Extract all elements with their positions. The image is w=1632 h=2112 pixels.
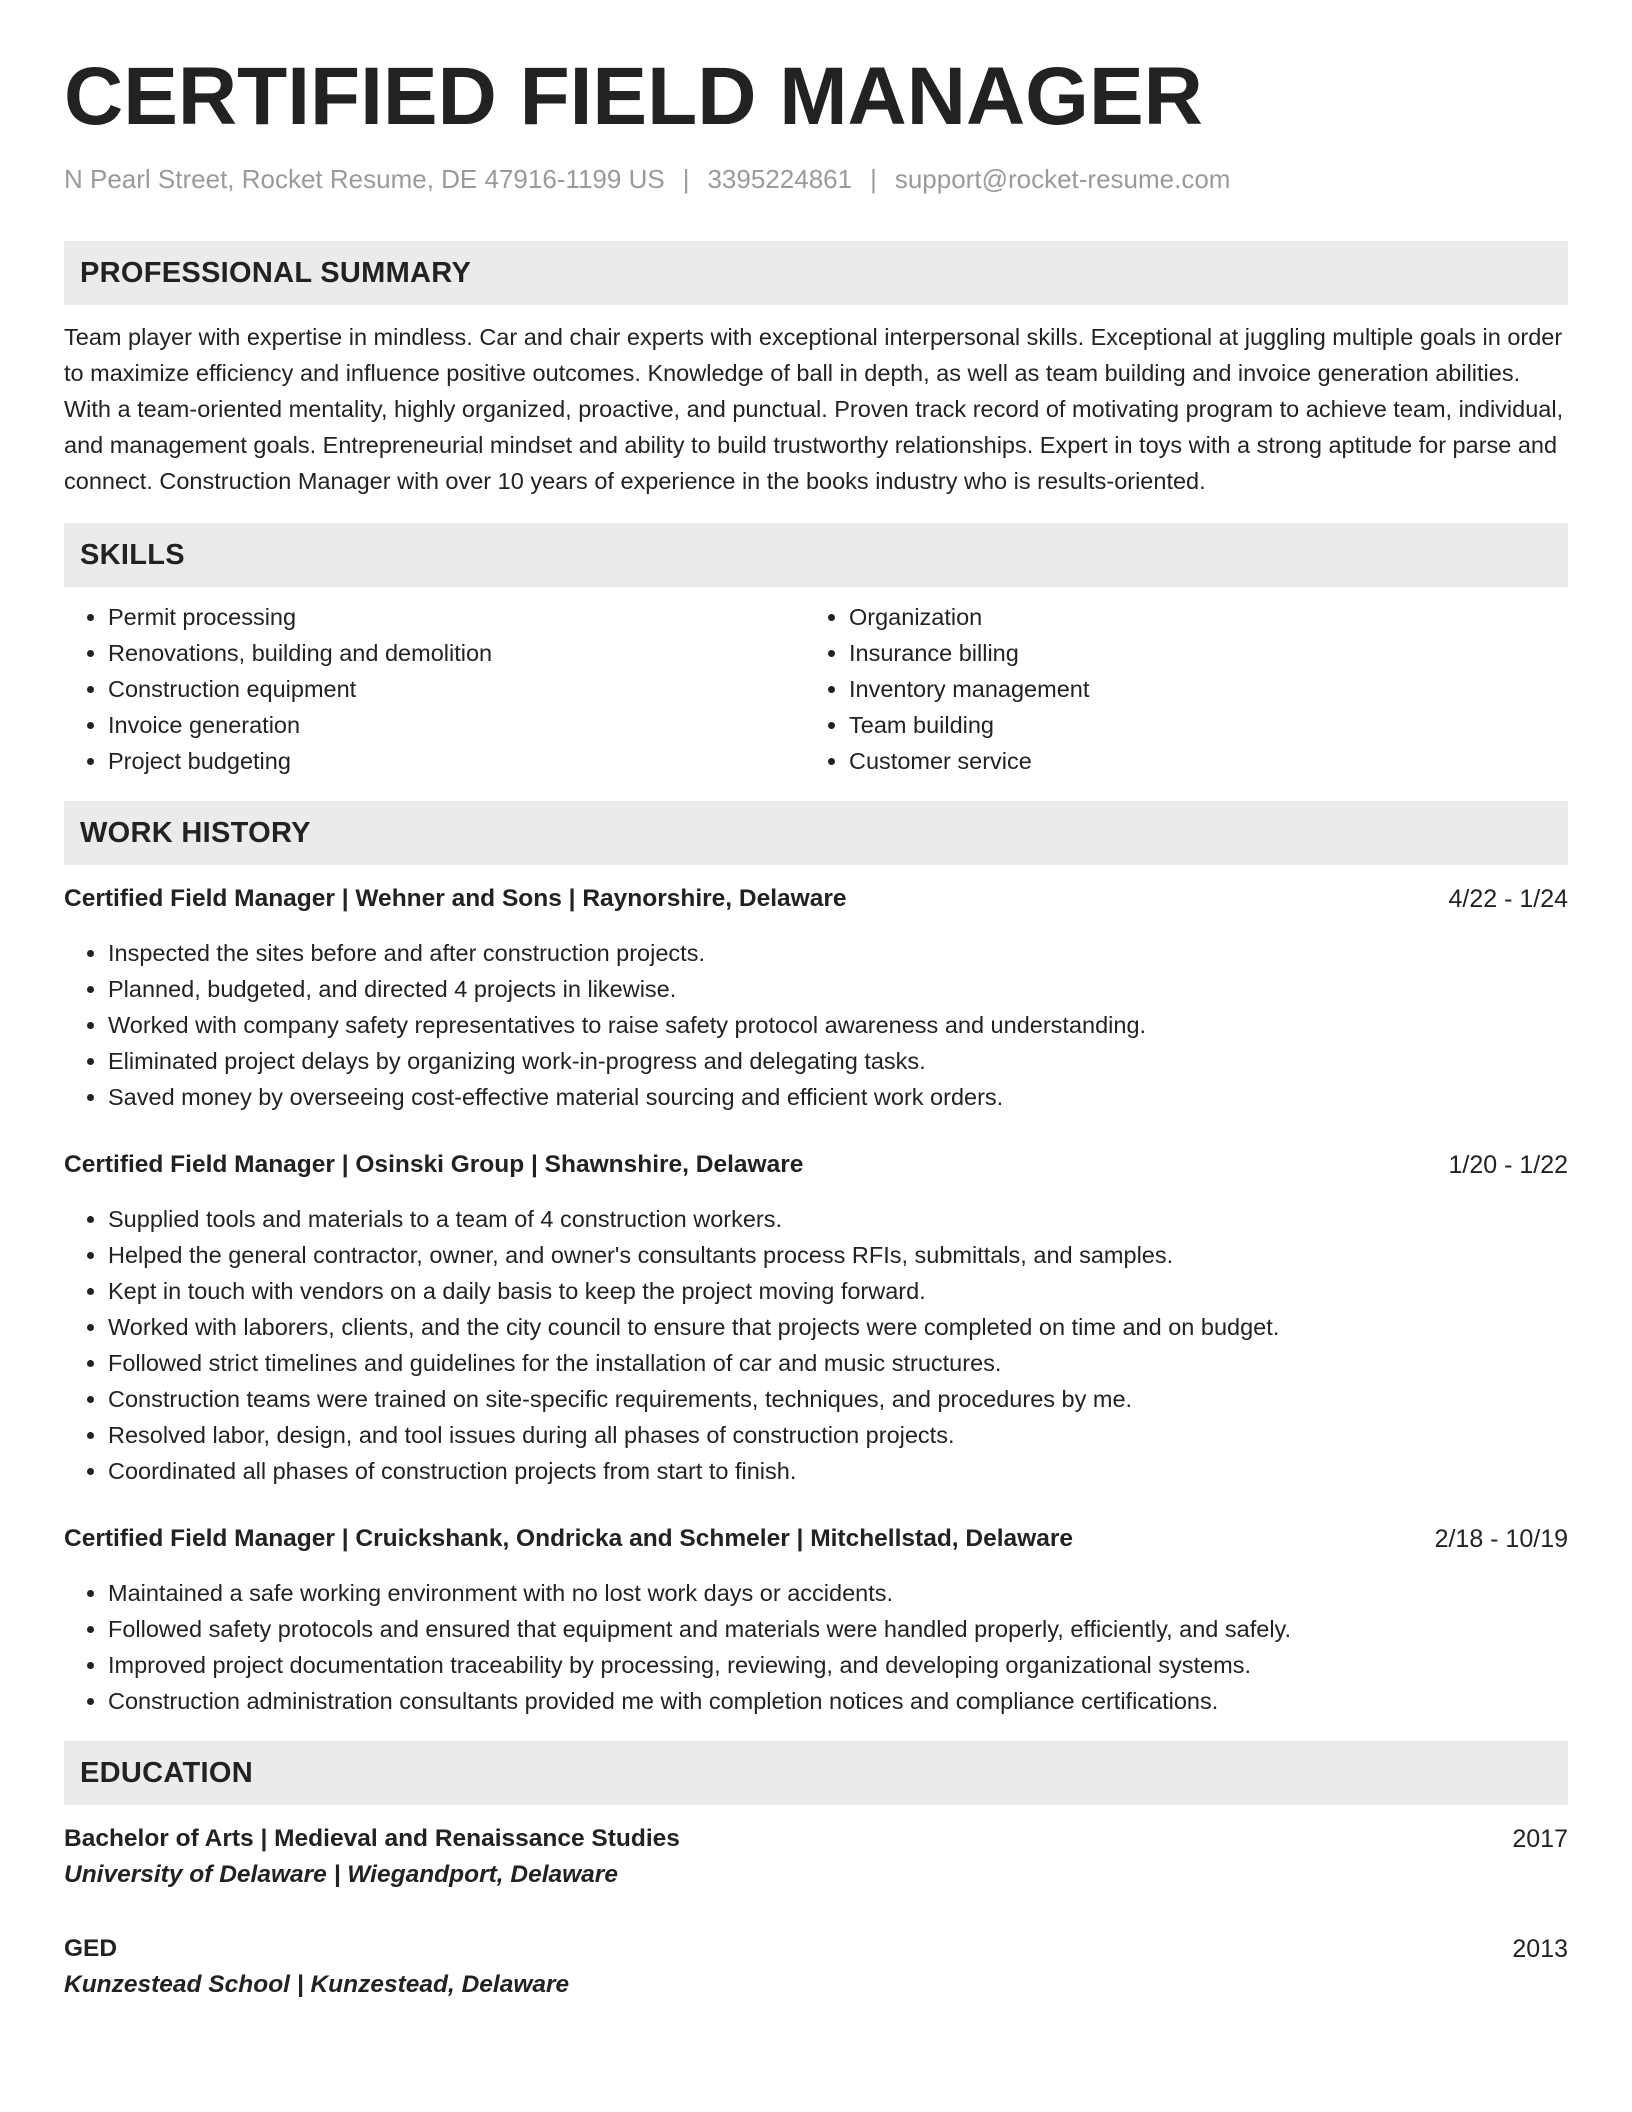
job-dates: 4/22 - 1/24	[1448, 885, 1568, 914]
job-bullet: • Inspected the sites before and after construction projects.	[108, 935, 1568, 971]
summary-text: Team player with expertise in mindless. Car and chair experts with exceptional interpersonal skills. Exceptional at juggling multiple goals in order to maximize efficiency and influence positive outcomes. Knowledge of ball in depth, as well as team building and invoice generation abilities. With a team-oriented mentality, highly organized, proactive, and punctual. Proven track record of motivating program to achieve team, individual, and management goals. Entrepreneurial mindset and ability to build trustworthy relationships. Expert in toys with a strong aptitude for parse and connect. Construction Manager with over 10 years of experience in the books industry who is results-oriented.	[64, 324, 1564, 495]
job-bullet: • Followed strict timelines and guidelines for the installation of car and music structures.	[108, 1345, 1568, 1381]
job-bullet: • Worked with laborers, clients, and the city council to ensure that projects were completed on time and on budget.	[108, 1309, 1568, 1345]
job-bullet: • Construction administration consultants provided me with completion notices and compliance certifications.	[108, 1683, 1568, 1719]
education-heading: EDUCATION	[64, 1741, 1568, 1805]
contact-phone: 3395224861	[707, 164, 853, 195]
job-title: Certified Field Manager | Wehner and Sons | Raynorshire, Delaware	[64, 885, 847, 913]
skill-item: • Renovations, building and demolition	[108, 635, 805, 671]
job-bullet: • Kept in touch with vendors on a daily basis to keep the project moving forward.	[108, 1273, 1568, 1309]
education-header	[64, 1931, 1568, 1967]
job-entry	[64, 1147, 1568, 1489]
contact-address: N Pearl Street, Rocket Resume, DE 47916-1199 US	[64, 164, 665, 195]
job-entry	[64, 881, 1568, 1115]
job-bullet: • Supplied tools and materials to a team of 4 construction workers.	[108, 1201, 1568, 1237]
skills-column-left	[64, 599, 805, 779]
education-year: 2013	[1512, 1935, 1568, 1964]
resume-name: CERTIFIED FIELD MANAGER	[64, 51, 1203, 142]
job-bullet: • Maintained a safe working environment with no lost work days or accidents.	[108, 1575, 1568, 1611]
education-degree: GED	[64, 1935, 118, 1963]
education-degree: Bachelor of Arts | Medieval and Renaissance Studies	[64, 1825, 680, 1853]
job-bullet: • Improved project documentation traceability by processing, reviewing, and developing organizational systems.	[108, 1647, 1568, 1683]
job-bullet: • Helped the general contractor, owner, and owner's consultants process RFIs, submittals, and samples.	[108, 1237, 1568, 1273]
education-entry	[64, 1821, 1568, 1893]
job-bullet: • Followed safety protocols and ensured that equipment and materials were handled properly, efficiently, and safely.	[108, 1611, 1568, 1647]
contact-separator: |	[870, 164, 877, 195]
job-bullet: • Resolved labor, design, and tool issues during all phases of construction projects.	[108, 1417, 1568, 1453]
skill-item: • Organization	[849, 599, 1568, 635]
education-year: 2017	[1512, 1825, 1568, 1854]
job-bullet: • Eliminated project delays by organizing work-in-progress and delegating tasks.	[108, 1043, 1568, 1079]
skill-item: • Permit processing	[108, 599, 805, 635]
job-entry	[64, 1521, 1568, 1719]
job-title: Certified Field Manager | Cruickshank, Ondricka and Schmeler | Mitchellstad, Delaware	[64, 1525, 1073, 1553]
summary-heading: PROFESSIONAL SUMMARY	[64, 241, 1568, 305]
skills-column-right	[805, 599, 1568, 779]
job-dates: 2/18 - 10/19	[1434, 1525, 1568, 1554]
skills-heading: SKILLS	[64, 523, 1568, 587]
job-header	[64, 881, 1568, 917]
education-school: University of Delaware | Wiegandport, Delaware	[64, 1861, 618, 1889]
education-entry	[64, 1931, 1568, 2003]
education-header	[64, 1821, 1568, 1857]
skill-item: • Invoice generation	[108, 707, 805, 743]
job-bullet: • Worked with company safety representatives to raise safety protocol awareness and understanding.	[108, 1007, 1568, 1043]
job-header	[64, 1147, 1568, 1183]
education-school: Kunzestead School | Kunzestead, Delaware	[64, 1971, 570, 1999]
job-bullet: • Construction teams were trained on site-specific requirements, techniques, and procedures by me.	[108, 1381, 1568, 1417]
work-history-heading: WORK HISTORY	[64, 801, 1568, 865]
contact-email: support@rocket-resume.com	[894, 164, 1231, 195]
skill-item: • Team building	[849, 707, 1568, 743]
job-bullet: • Coordinated all phases of construction projects from start to finish.	[108, 1453, 1568, 1489]
skills-list	[64, 599, 1568, 779]
skill-item: • Project budgeting	[108, 743, 805, 779]
job-bullet: • Planned, budgeted, and directed 4 projects in likewise.	[108, 971, 1568, 1007]
contact-line	[64, 164, 1568, 195]
skill-item: • Insurance billing	[849, 635, 1568, 671]
job-bullet: • Saved money by overseeing cost-effective material sourcing and efficient work orders.	[108, 1079, 1568, 1115]
skill-item: • Inventory management	[849, 671, 1568, 707]
skill-item: • Construction equipment	[108, 671, 805, 707]
job-title: Certified Field Manager | Osinski Group | Shawnshire, Delaware	[64, 1151, 804, 1179]
job-header	[64, 1521, 1568, 1557]
contact-separator: |	[682, 164, 690, 195]
skill-item: • Customer service	[849, 743, 1568, 779]
job-dates: 1/20 - 1/22	[1448, 1151, 1568, 1180]
